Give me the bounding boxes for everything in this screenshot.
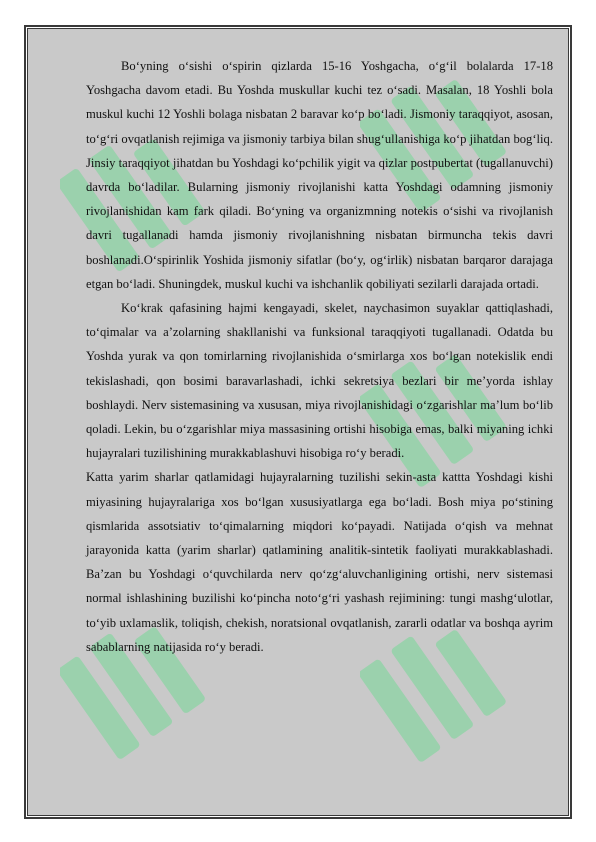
paragraph: Ko‘krak qafasining hajmi kengayadi, skelet, naychasimon suyaklar qattiqlashadi, to‘qimalar va a’zolarning shakllanishi va funksional taraqqiyoti tugallanadi. Odatda bu Yoshda yurak va qon tomirlarning rivojlanishida o‘smirlarga xos bo‘lgan notekislik endi tekislashadi, qon bosimi baravarlashadi, ichki sekretsiya bezlari bir me’yorda ishlay boshlaydi. Nerv sistemasining va xususan, miya rivojlanishidagi o‘zgarishlar ma’lum bo‘lib qoladi. Lekin, bu o‘zgarishlar miya massasining ortishi hisobiga emas, balki miyaning ichki hujayralari tuzilishining murakkablashuvi hisobiga ro‘y beradi. xyxy=(86,301,553,461)
paragraph: Bo‘yning o‘sishi o‘spirin qizlarda 15-16 Yoshgacha, o‘g‘il bolalarda 17-18 Yoshgacha davom etadi. Bu Yoshda muskullar kuchi tez o‘sadi. Masalan, 18 Yoshli bola muskul kuchi 12 Yoshli bolaga nisbatan 2 baravar ko‘p bo‘ladi. Jismoniy taraqqiyot, asosan, to‘g‘ri ovqatlanish rejimiga va jismoniy tarbiya bilan shug‘ullanishiga ko‘p jihatdan bog‘liq. Jinsiy taraqqiyot jihatdan bu Yoshdagi ko‘pchilik yigit va qizlar postpubertat (tugallanuvchi) davrda bo‘ladilar. Bularning jismoniy rivojlanishi katta Yoshdagi odamning jismoniy rivojlanishidan kam fark qiladi. Bo‘yning va organizmning notekis o‘sishi va rivojlanish davri tugallanadi hamda jismoniy rivojlanishning nisbatan birmuncha tekis davri boshlanadi.O‘spirinlik Yoshida jismoniy sifatlar (bo‘y, og‘irlik) nisbatan barqaror darajaga etgan bo‘ladi. Shuningdek, muskul kuchi va ishchanlik qobiliyati sezilarli darajada ortadi. xyxy=(86,59,553,291)
paragraph: Katta yarim sharlar qatlamidagi hujayralarning tuzilishi sekin-asta kattta Yoshdagi kishi miyasining hujayralariga xos bo‘lgan xususiyatlarga ega bo‘ladi. Bosh miya po‘stining qismlarida assotsiativ to‘qimalarning miqdori ko‘payadi. Natijada o‘qish va mehnat jarayonida katta (yarim sharlar) qatlamining analitik-sintetik faoliyati murakkablashadi. Ba’zan bu Yoshdagi o‘quvchilarda nerv qo‘zg‘aluvchanligining ortishi, nerv sistemasi normal ishlashining buzilishi ko‘pincha noto‘g‘ri yashash rejimining: tungi mashg‘ulotlar, to‘yib uxlamaslik, toliqish, chekish, noratsional ovqatlanish, zararli odatlar va boshqa ayrim sabablarning natijasida ro‘y beradi. xyxy=(86,470,553,654)
document-body xyxy=(86,54,553,659)
